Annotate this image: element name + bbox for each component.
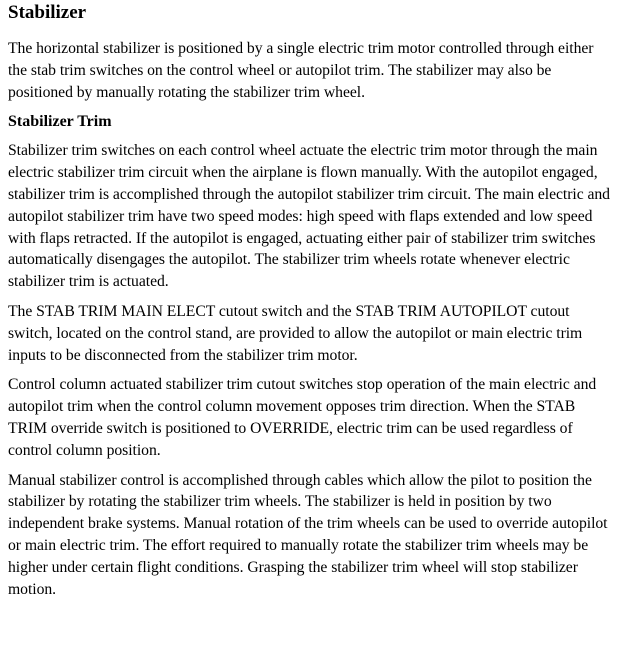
paragraph-trim-switches: Stabilizer trim switches on each control wheel actuate the electric trim motor through the main electric stabilizer trim circuit when the airplane is flown manually. With the autopilot engaged, stabilizer trim is accomplished through the autopilot stabilizer trim circuit. The main electric and autopilot stabilizer trim have two speed modes: high speed with flaps extended and low speed with flaps retracted. If the autopilot is engaged, actuating either pair of stabilizer trim switches automatically disengages the autopilot. The stabilizer trim wheels rotate whenever electric stabilizer trim is actuated. — [8, 142, 610, 291]
section-title: Stabilizer — [8, 2, 87, 23]
subsection-title: Stabilizer Trim — [8, 113, 112, 131]
paragraph-column-cutout: Control column actuated stabilizer trim cutout switches stop operation of the main electric and autopilot trim when the control column movement opposes trim direction. When the STAB TRIM override switch is positioned to OVERRIDE, electric trim can be used regardless of control column position. — [8, 376, 597, 459]
intro-paragraph: The horizontal stabilizer is positioned by a single electric trim motor controlled through either the stab trim switches on the control wheel or autopilot trim. The stabilizer may also be positioned by manually rotating the stabilizer trim wheel. — [8, 40, 594, 101]
paragraph-manual-control: Manual stabilizer control is accomplished through cables which allow the pilot to position the stabilizer by rotating the stabilizer trim wheels. The stabilizer is held in position by two independent brake systems. Manual rotation of the trim wheels can be used to override autopilot or main electric trim. The effort required to manually rotate the stabilizer trim wheels may be higher under certain flight conditions. Grasping the stabilizer trim wheel will stop stabilizer motion. — [8, 471, 608, 598]
paragraph-cutout-switches: The STAB TRIM MAIN ELECT cutout switch and the STAB TRIM AUTOPILOT cutout switch, located on the control stand, are provided to allow the autopilot or main electric trim inputs to be disconnected from the stabilizer trim motor. — [8, 302, 583, 364]
